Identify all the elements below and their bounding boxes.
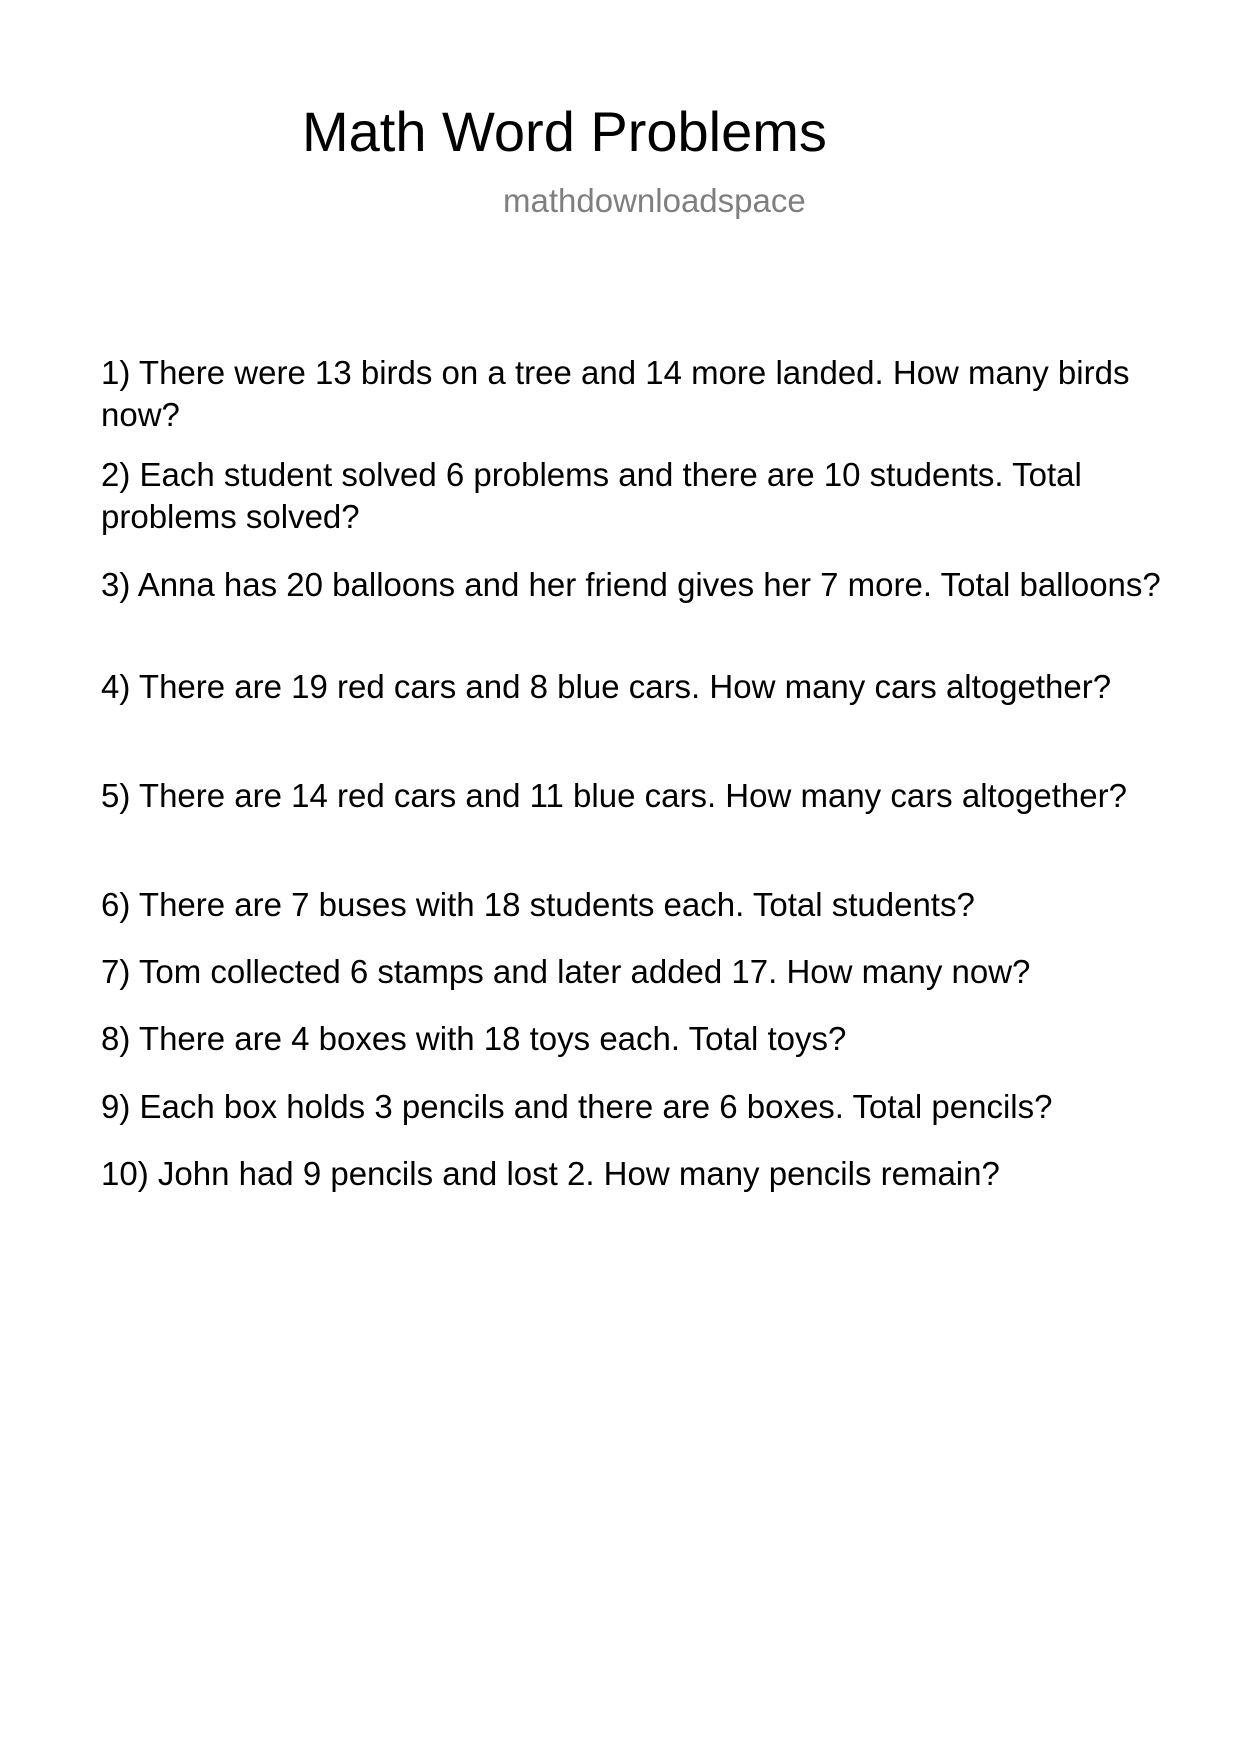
problem-2: 2) Each student solved 6 problems and there are 10 students. Total problems solved? [101, 456, 1082, 535]
problem-9: 9) Each box holds 3 pencils and there are 6 boxes. Total pencils? [101, 1088, 1053, 1125]
problem-10: 10) John had 9 pencils and lost 2. How many pencils remain? [101, 1155, 1000, 1192]
problem-3: 3) Anna has 20 balloons and her friend gives her 7 more. Total balloons? [101, 566, 1161, 603]
problem-4: 4) There are 19 red cars and 8 blue cars. How many cars altogether? [101, 668, 1112, 705]
page-title: Math Word Problems [302, 100, 827, 163]
page-subtitle: mathdownloadspace [503, 182, 806, 219]
problem-7: 7) Tom collected 6 stamps and later added 17. How many now? [101, 953, 1031, 990]
problem-5: 5) There are 14 red cars and 11 blue cars. How many cars altogether? [101, 777, 1127, 814]
problem-1: 1) There were 13 birds on a tree and 14 more landed. How many birds now? [101, 354, 1130, 433]
problem-8: 8) There are 4 boxes with 18 toys each. Total toys? [101, 1020, 847, 1057]
problem-6: 6) There are 7 buses with 18 students each. Total students? [101, 886, 975, 923]
